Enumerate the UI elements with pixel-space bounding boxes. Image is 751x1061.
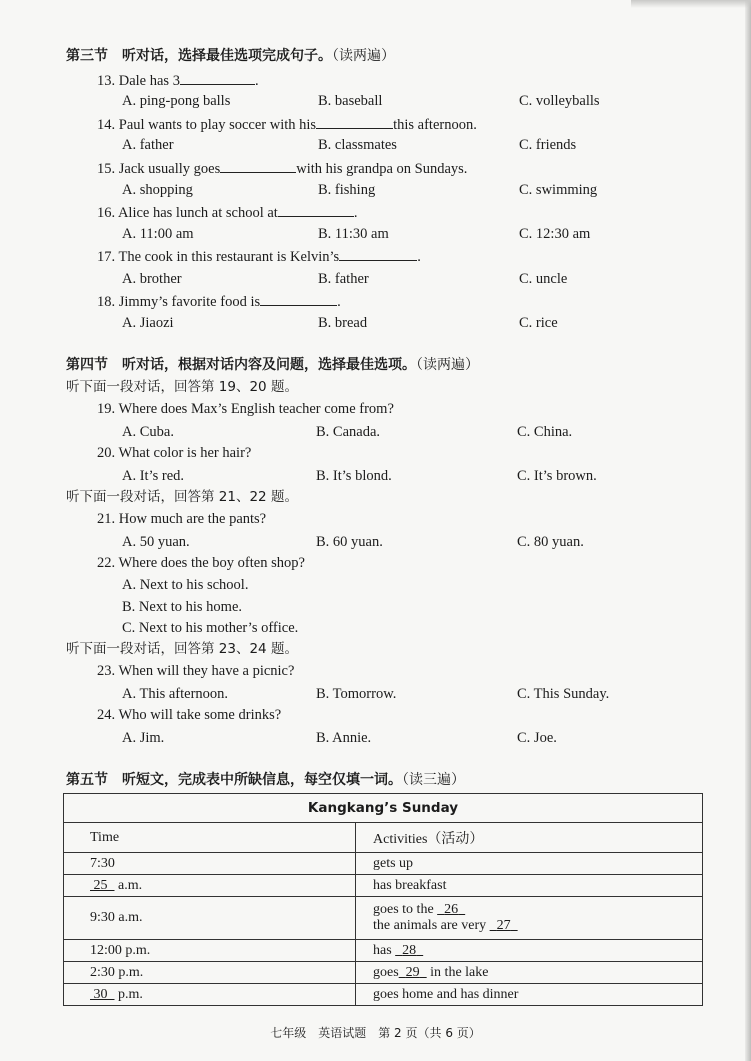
answer-blank[interactable] [180,70,255,85]
table-row [64,940,703,962]
q21-option-c[interactable]: C. 80 yuan. [517,534,584,550]
question-18: 18. Jimmy’s favorite food is . [97,291,341,311]
q15-option-a[interactable]: A. shopping [122,182,193,198]
answer-blank[interactable] [339,246,417,261]
q24-option-b[interactable]: B. Annie. [316,730,372,746]
page-footer: 七年级 英语试题 第 2 页（共 6 页） [270,1026,481,1040]
q19-option-a[interactable]: A. Cuba. [122,424,174,440]
section3-header: 第三节 听对话，选择最佳选项完成句子。（读两遍） [66,48,395,64]
section5-header: 第五节 听短文，完成表中所缺信息，每空仅填一词。（读三遍） [66,772,465,788]
answer-blank[interactable] [278,202,354,217]
blank-29[interactable]: 29 [405,964,420,980]
q23-option-a[interactable]: A. This afternoon. [122,686,229,702]
time-cell: 9:30 a.m. [64,897,356,940]
question-19: 19. Where does Max’s English teacher come from? [97,401,394,417]
q13-option-c[interactable]: C. volleyballs [519,93,600,109]
time-cell: 2:30 p.m. [64,962,356,984]
blank-26[interactable]: 26 [444,902,459,917]
activity-cell: has 28 [356,940,703,962]
dialog-instruction-2: 听下面一段对话，回答第 21、22 题。 [66,489,298,505]
q23-option-b[interactable]: B. Tomorrow. [316,686,397,702]
q20-option-b[interactable]: B. It’s blond. [316,468,392,484]
question-14: 14. Paul wants to play soccer with his this afternoon. [97,114,477,134]
dialog-instruction-3: 听下面一段对话，回答第 23、24 题。 [66,641,298,657]
q15-option-c[interactable]: C. swimming [519,182,598,198]
q22-option-b[interactable]: B. Next to his home. [122,599,243,615]
q22-option-c[interactable]: C. Next to his mother’s office. [122,620,299,636]
table-title: Kangkang’s Sunday [64,794,703,823]
q16-option-a[interactable]: A. 11:00 am [122,226,194,242]
table-row [64,853,703,875]
table-row [64,875,703,897]
time-cell: 12:00 p.m. [64,940,356,962]
question-24: 24. Who will take some drinks? [97,707,282,723]
section4-header: 第四节 听对话，根据对话内容及问题，选择最佳选项。（读两遍） [66,357,479,373]
activity-cell: goes to the 26 the animals are very 27 [356,897,703,940]
time-cell: 7:30 [64,853,356,875]
q17-option-b[interactable]: B. father [318,271,369,287]
q23-option-c[interactable]: C. This Sunday. [517,686,610,702]
q16-option-b[interactable]: B. 11:30 am [318,226,389,242]
answer-blank[interactable] [260,291,337,306]
q13-option-a[interactable]: A. ping-pong balls [122,93,231,109]
q13-option-b[interactable]: B. baseball [318,93,383,109]
q20-option-a[interactable]: A. It’s red. [122,468,185,484]
q18-option-a[interactable]: A. Jiaozi [122,315,174,331]
col-header-activities: Activities（活动） [356,823,703,853]
q17-option-c[interactable]: C. uncle [519,271,568,287]
q15-option-b[interactable]: B. fishing [318,182,376,198]
table-row [64,897,703,940]
blank-25[interactable]: 25 [93,877,108,893]
table-row [64,962,703,984]
q24-option-c[interactable]: C. Joe. [517,730,557,746]
activity-cell: has breakfast [356,875,703,897]
q21-option-b[interactable]: B. 60 yuan. [316,534,383,550]
time-cell: 30 p.m. [64,984,356,1006]
activity-cell: gets up [356,853,703,875]
q19-option-c[interactable]: C. China. [517,424,573,440]
table-row [64,984,703,1006]
blank-28[interactable]: 28 [402,942,417,958]
question-21: 21. How much are the pants? [97,511,267,527]
answer-blank[interactable] [316,114,393,129]
blank-30[interactable]: 30 [93,986,108,1002]
time-cell: 25 a.m. [64,875,356,897]
q16-option-c[interactable]: C. 12:30 am [519,226,591,242]
col-header-time: Time [64,823,356,853]
q18-option-b[interactable]: B. bread [318,315,368,331]
question-15: 15. Jack usually goes with his grandpa on Sundays. [97,158,467,178]
question-16: 16. Alice has lunch at school at . [97,202,357,222]
q17-option-a[interactable]: A. brother [122,271,182,287]
activity-cell: goes 29 in the lake [356,962,703,984]
question-13: 13. Dale has 3 . [97,70,259,90]
blank-27[interactable]: 27 [496,918,511,933]
q14-option-a[interactable]: A. father [122,137,174,153]
kangkang-sunday-table [63,793,703,1006]
question-23: 23. When will they have a picnic? [97,663,295,679]
q19-option-b[interactable]: B. Canada. [316,424,381,440]
q21-option-a[interactable]: A. 50 yuan. [122,534,190,550]
answer-blank[interactable] [220,158,296,173]
question-17: 17. The cook in this restaurant is Kelvin’s . [97,246,421,266]
q14-option-c[interactable]: C. friends [519,137,577,153]
q22-option-a[interactable]: A. Next to his school. [122,577,249,593]
question-22: 22. Where does the boy often shop? [97,555,305,571]
dialog-instruction-1: 听下面一段对话，回答第 19、20 题。 [66,379,298,395]
q20-option-c[interactable]: C. It’s brown. [517,468,597,484]
q24-option-a[interactable]: A. Jim. [122,730,165,746]
activity-cell: goes home and has dinner [356,984,703,1006]
q18-option-c[interactable]: C. rice [519,315,558,331]
page-corner-shadow [631,0,751,8]
q14-option-b[interactable]: B. classmates [318,137,397,153]
question-20: 20. What color is her hair? [97,445,252,461]
page-edge-shadow [745,0,751,1061]
